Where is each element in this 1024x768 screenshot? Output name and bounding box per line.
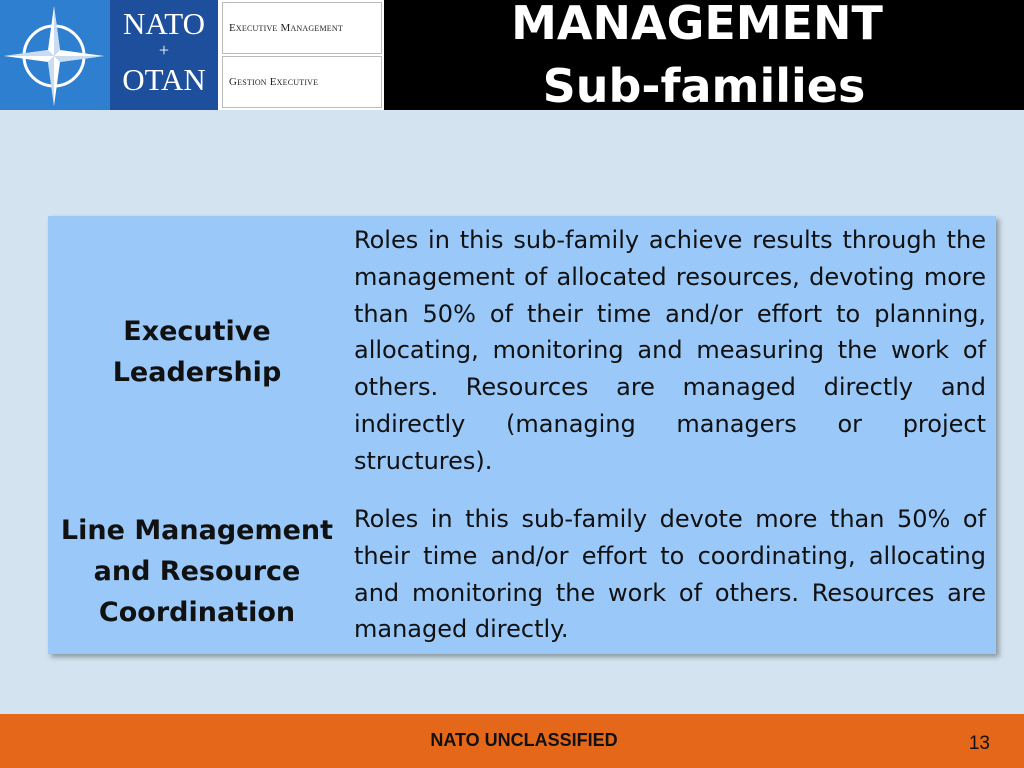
logo-separator: + [158,40,170,60]
gestion-executive-text: Gestion Executive [229,76,319,88]
table-row-executive-leadership [48,216,996,488]
gestion-executive-label [222,56,382,108]
row-description: Roles in this sub-family achieve results through the management of allocated resources, devoting more than 50% of their time and/or effort to planning, allocating, monitoring and measuring the work of others. Resources are managed directly and indirectly (managing managers or project structures). [354,226,986,475]
logo-nato-text: NATO [122,6,206,41]
nato-logo [0,0,384,110]
executive-management-label [222,2,382,54]
slide-title-line-2: Sub-families [542,59,866,113]
row-description: Roles in this sub-family devote more than 50% of their time and/or effort to coordinating, allocating and monitoring the work of others. Resources are managed directly. [354,505,986,644]
logo-otan-text: OTAN [122,62,206,97]
nato-otan-wordmark [110,0,218,110]
header-bar [0,0,1024,113]
nato-compass-icon [0,0,110,110]
footer-bar [0,714,1024,768]
sub-families-table [48,216,996,654]
row-label: Line Management and Resource Coordination [60,515,334,628]
row-label: Executive Leadership [112,316,282,388]
page-number: 13 [968,733,990,754]
table-row-line-management [48,488,996,654]
classification-label: NATO UNCLASSIFIED [430,730,618,750]
slide-title [384,0,1024,113]
slide-title-line-1: MANAGEMENT [511,0,883,50]
executive-management-text: Executive Management [229,22,343,34]
